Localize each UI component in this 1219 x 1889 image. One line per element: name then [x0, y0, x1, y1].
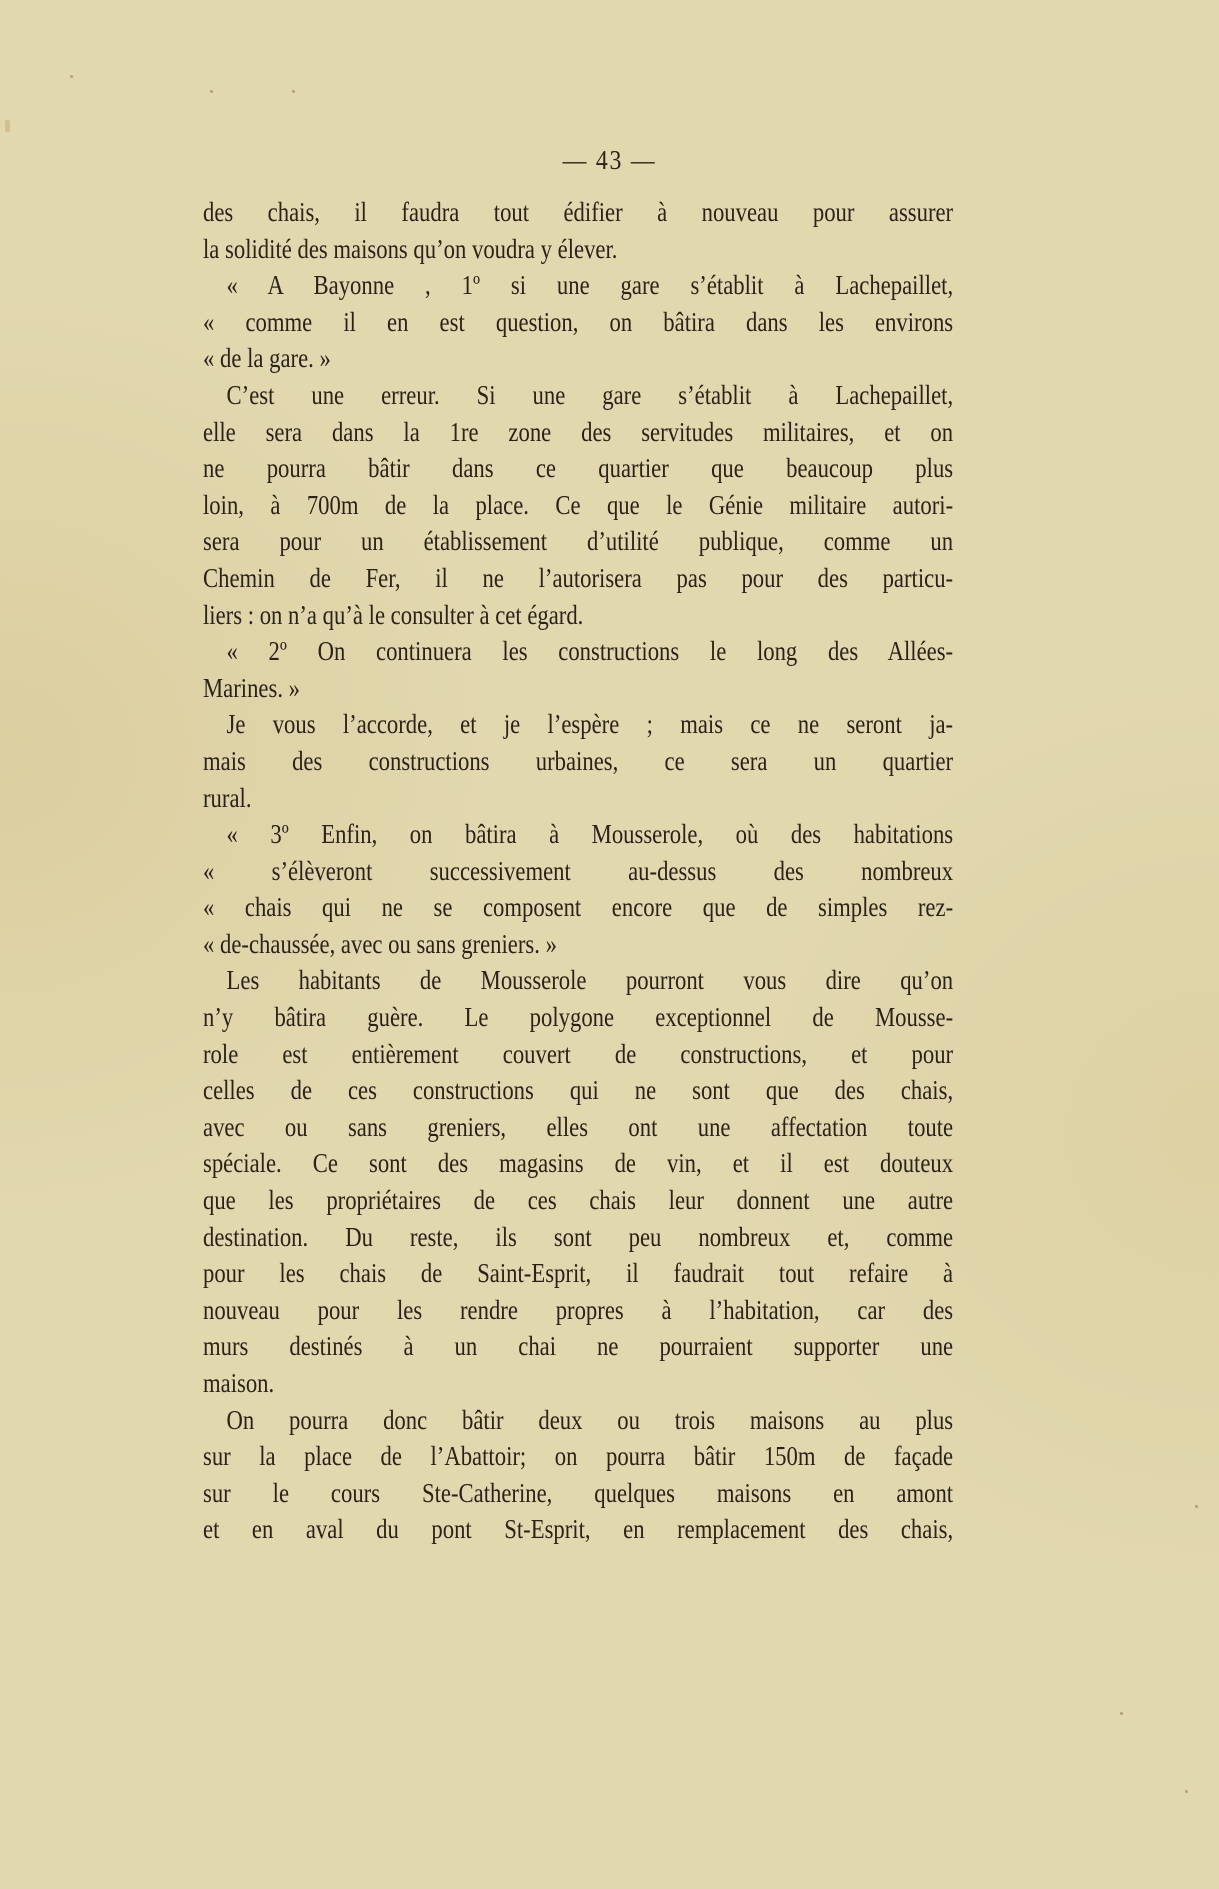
- text-line: sera pour un établissement d’utilité publique, comme un: [203, 526, 954, 557]
- text-line: « s’élèveront successivement au-dessus des nombreux: [203, 855, 954, 886]
- text-line: role est entièrement couvert de constructions, et pour: [203, 1038, 954, 1069]
- text-line: sur la place de l’Abattoir; on pourra bâtir 150m de façade: [203, 1441, 954, 1472]
- text-line: des chais, il faudra tout édifier à nouveau pour assurer: [203, 197, 954, 227]
- text-line: sur le cours Ste-Catherine, quelques maisons en amont: [203, 1477, 954, 1508]
- text-line: « de la gare. »: [203, 343, 331, 374]
- text-line: Marines. »: [203, 672, 301, 703]
- paper-speck: [1195, 1505, 1198, 1508]
- text-line: pour les chais de Saint-Esprit, il faudrait tout refaire à: [203, 1258, 954, 1289]
- text-line: « 2º On continuera les constructions le long des Allées-: [226, 636, 954, 667]
- text-line: celles de ces constructions qui ne sont que des chais,: [203, 1075, 954, 1106]
- text-line: nouveau pour les rendre propres à l’habitation, car des: [203, 1294, 954, 1325]
- text-line: mais des constructions urbaines, ce sera un quartier: [203, 745, 954, 776]
- page-number: — 43 —: [562, 145, 657, 175]
- text-line: et en aval du pont St-Esprit, en remplacement des chais,: [203, 1514, 954, 1545]
- text-line: la solidité des maisons qu’on voudra y élever.: [203, 233, 618, 264]
- text-line: spéciale. Ce sont des magasins de vin, et il est douteux: [203, 1148, 954, 1179]
- text-line: maison.: [203, 1368, 275, 1398]
- text-line: avec ou sans greniers, elles ont une affectation toute: [203, 1111, 954, 1142]
- text-line: « chais qui ne se composent encore que de simples rez-: [203, 892, 954, 923]
- text-line: « 3º Enfin, on bâtira à Mousserole, où des habitations: [226, 819, 954, 850]
- text-line: loin, à 700m de la place. Ce que le Génie militaire autori-: [203, 489, 954, 520]
- paper-speck: [1120, 1712, 1123, 1715]
- text-line: Les habitants de Mousserole pourront vous dire qu’on: [226, 965, 954, 996]
- body-text: [203, 194, 953, 1548]
- text-line: Je vous l’accorde, et je l’espère ; mais ce ne seront ja-: [226, 709, 954, 740]
- text-line: « comme il en est question, on bâtira dans les environs: [203, 306, 954, 337]
- text-line: que les propriétaires de ces chais leur donnent une autre: [203, 1185, 954, 1216]
- text-line: ne pourra bâtir dans ce quartier que beaucoup plus: [203, 453, 954, 484]
- text-line: liers : on n’a qu’à le consulter à cet égard.: [203, 599, 584, 630]
- text-line: Chemin de Fer, il ne l’autorisera pas pour des particu-: [203, 562, 954, 593]
- text-line: « A Bayonne , 1º si une gare s’établit à Lachepaillet,: [226, 270, 954, 301]
- text-line: rural.: [203, 782, 252, 813]
- text-line: On pourra donc bâtir deux ou trois maisons au plus: [226, 1404, 954, 1435]
- paper-speck: [210, 90, 213, 93]
- paper-speck: [1185, 1790, 1188, 1793]
- paper-speck: [70, 75, 73, 78]
- paper-speck: [292, 90, 295, 93]
- text-line: destination. Du reste, ils sont peu nombreux et, comme: [203, 1221, 954, 1252]
- text-line: murs destinés à un chai ne pourraient supporter une: [203, 1331, 954, 1362]
- paper-speck: [5, 120, 10, 132]
- text-line: elle sera dans la 1re zone des servitudes militaires, et on: [203, 416, 954, 447]
- text-line: C’est une erreur. Si une gare s’établit à Lachepaillet,: [226, 379, 954, 410]
- text-line: n’y bâtira guère. Le polygone exceptionnel de Mousse-: [203, 1002, 954, 1033]
- text-line: « de-chaussée, avec ou sans greniers. »: [203, 928, 557, 959]
